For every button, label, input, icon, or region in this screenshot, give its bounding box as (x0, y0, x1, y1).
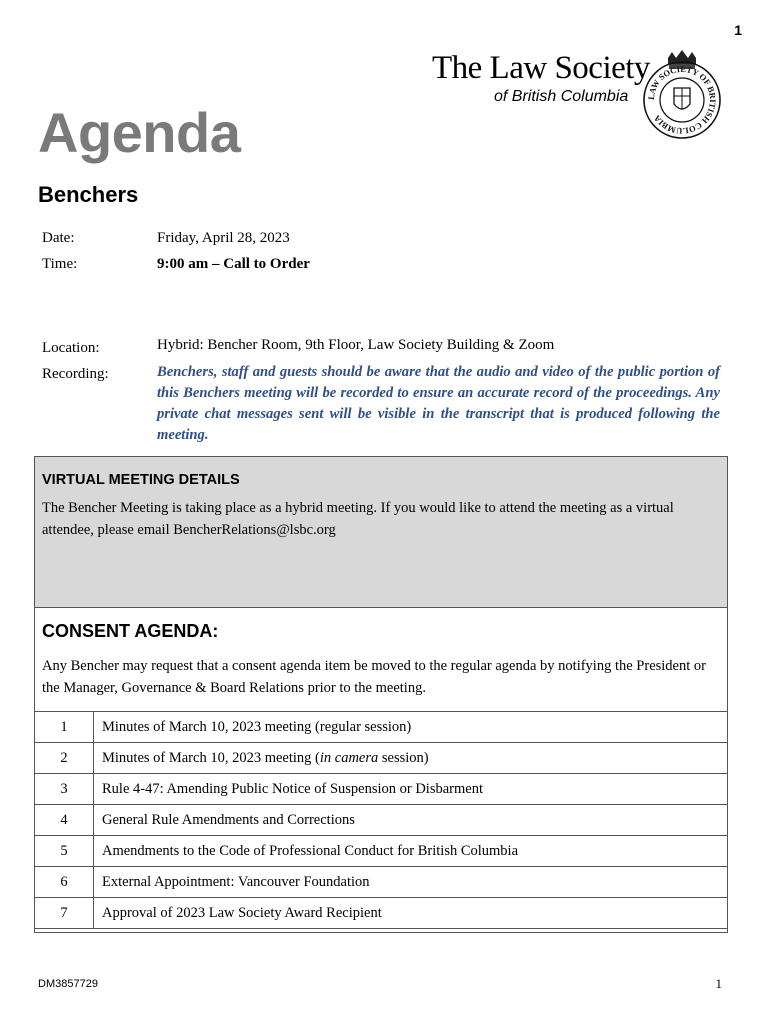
virtual-meeting-box (34, 456, 728, 608)
logo-subtitle: of British Columbia (494, 88, 629, 105)
consent-agenda-section (34, 607, 728, 933)
logo-name: The Law Society (432, 50, 650, 86)
table-row (35, 805, 728, 836)
time-label: Time: (42, 256, 78, 272)
location-label: Location: (42, 340, 100, 356)
seal-icon (638, 50, 726, 140)
date-value: Friday, April 28, 2023 (157, 230, 290, 246)
date-label: Date: (42, 230, 75, 246)
item-text (94, 743, 728, 774)
item-number: 6 (35, 867, 94, 898)
time-value: 9:00 am – Call to Order (157, 256, 310, 272)
table-row (35, 774, 728, 805)
consent-items-table (34, 711, 728, 929)
item-text: Amendments to the Code of Professional Conduct for British Columbia (94, 836, 728, 867)
item-number: 4 (35, 805, 94, 836)
location-value: Hybrid: Bencher Room, 9th Floor, Law Society Building & Zoom (157, 337, 555, 353)
recording-label: Recording: (42, 366, 109, 382)
item-text: Approval of 2023 Law Society Award Recipient (94, 898, 728, 929)
table-row (35, 867, 728, 898)
document-id: DM3857729 (38, 978, 98, 990)
item-text: General Rule Amendments and Corrections (94, 805, 728, 836)
table-row (35, 898, 728, 929)
consent-agenda-text: Any Bencher may request that a consent agenda item be moved to the regular agenda by notifying the President or the Manager, Governance & Board Relations prior to the meeting. (42, 658, 706, 696)
law-society-logo (428, 48, 728, 140)
consent-agenda-title: CONSENT AGENDA: (42, 621, 219, 641)
table-row (35, 743, 728, 774)
item-text-part: Minutes of March 10, 2023 meeting ( (102, 749, 320, 766)
item-text: Rule 4-47: Amending Public Notice of Suspension or Disbarment (94, 774, 728, 805)
item-number: 3 (35, 774, 94, 805)
virtual-meeting-title: VIRTUAL MEETING DETAILS (42, 472, 240, 488)
seal-text: LAW SOCIETY OF BRITISH COLUMBIA (645, 63, 719, 137)
page-title: Agenda (38, 101, 241, 164)
item-text-italic: in camera (319, 749, 379, 766)
item-text-part: session) (378, 749, 429, 766)
item-number: 7 (35, 898, 94, 929)
page-subtitle: Benchers (38, 182, 139, 207)
recording-notice: Benchers, staff and guests should be aware that the audio and video of the public portion of this Benchers meeting will be recorded to ensure an accurate record of the proceedings. Any private chat messages sent will be visible in the transcript that is produced following the meeting. (157, 364, 720, 443)
virtual-meeting-text: The Bencher Meeting is taking place as a hybrid meeting. If you would like to attend the meeting as a virtual attendee, please email BencherRelations@lsbc.org (42, 500, 674, 538)
table-row (35, 712, 728, 743)
item-number: 1 (35, 712, 94, 743)
item-number: 2 (35, 743, 94, 774)
page-number-top: 1 (734, 22, 742, 38)
item-text: Minutes of March 10, 2023 meeting (regular session) (94, 712, 728, 743)
item-text: External Appointment: Vancouver Foundation (94, 867, 728, 898)
table-row (35, 836, 728, 867)
item-number: 5 (35, 836, 94, 867)
page-number-footer: 1 (715, 976, 722, 991)
